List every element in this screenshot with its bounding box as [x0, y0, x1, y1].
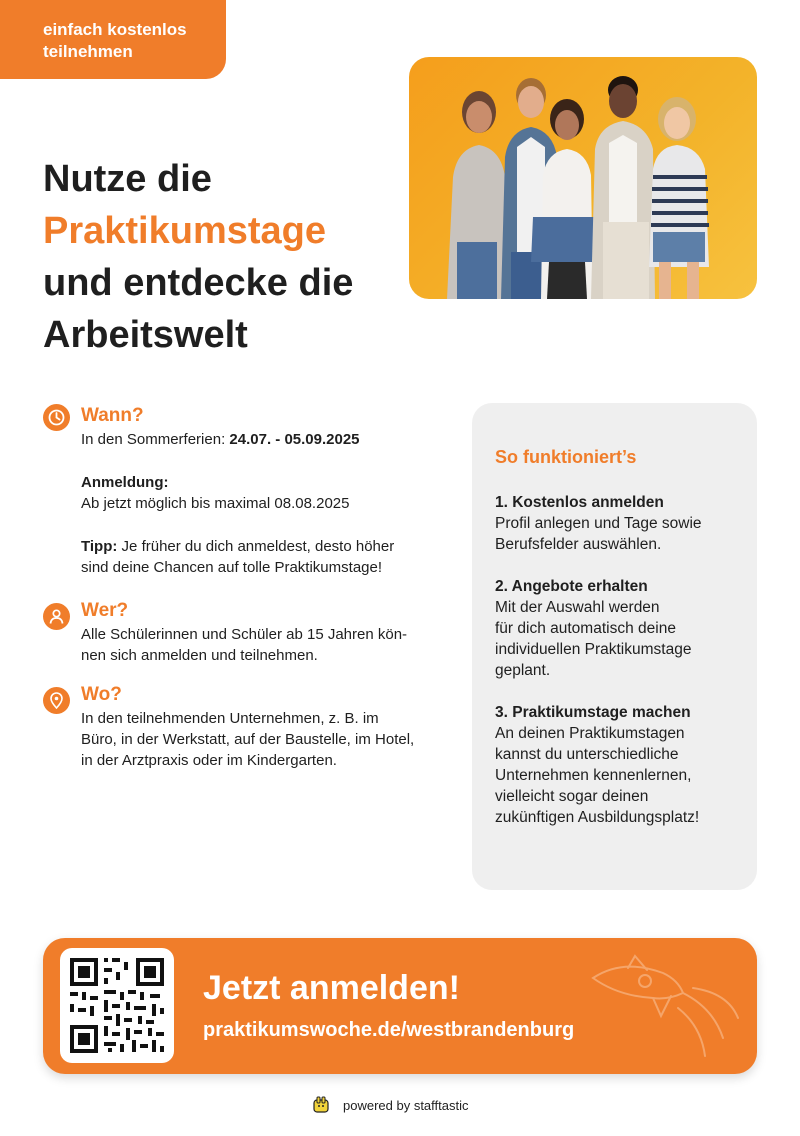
section-wann — [43, 403, 453, 578]
cta-banner[interactable] — [43, 938, 757, 1074]
tipp-text: Tipp: Je früher du dich anmeldest, desto höher — [81, 538, 395, 555]
headline — [43, 153, 403, 361]
hero-photo — [409, 57, 757, 299]
clock-icon — [43, 404, 70, 431]
powered-by — [311, 1094, 469, 1116]
headline-line-3: und entdecke die — [43, 262, 354, 304]
group-of-teens-illustration — [409, 57, 757, 299]
registration-link[interactable]: praktikumswoche.de/westbrandenburg — [203, 1019, 575, 1041]
step-1: 1. Kostenlos anmelden Profil anlegen und Tage sowie Berufsfelder auswählen. — [495, 494, 702, 553]
powered-by-text: powered by stafftastic — [343, 1097, 469, 1113]
wo-line-1: In den teilnehmenden Unternehmen, z. B. im — [81, 710, 379, 727]
badge-line-2: teilnehmen — [43, 42, 133, 61]
stafftastic-logo-icon — [311, 1095, 331, 1115]
section-title: Wo? — [81, 684, 122, 705]
step-2: 2. Angebote erhalten Mit der Auswahl werden für dich automatisch deine individuellen Praktikumstage geplant. — [495, 578, 692, 679]
section-wer — [43, 598, 453, 666]
tipp-text-2: sind deine Chancen auf tolle Praktikumstage! — [81, 559, 383, 576]
wo-line-3: in der Arztpraxis oder im Kindergarten. — [81, 752, 337, 769]
headline-highlight: Praktikumstage — [43, 210, 327, 252]
person-icon — [43, 603, 70, 630]
wer-line-1: Alle Schülerinnen und Schüler ab 15 Jahren kön- — [81, 626, 408, 643]
section-wo — [43, 682, 453, 771]
badge-line-1: einfach kostenlos — [43, 20, 187, 39]
anmeldung-label: Anmeldung: — [81, 474, 169, 491]
top-badge — [0, 0, 226, 79]
section-title: Wer? — [81, 600, 129, 621]
period-text: In den Sommerferien: 24.07. - 05.09.2025 — [81, 431, 360, 448]
how-it-works-title: So funktioniert’s — [495, 447, 637, 467]
section-title: Wann? — [81, 405, 144, 426]
wo-line-2: Büro, in der Werkstatt, auf der Baustelle, im Hotel, — [81, 731, 415, 748]
headline-line-4: Arbeitswelt — [43, 314, 248, 356]
cta-title: Jetzt anmelden! — [203, 969, 460, 1007]
wer-line-2: nen sich anmelden und teilnehmen. — [81, 647, 318, 664]
headline-line-1: Nutze die — [43, 158, 212, 200]
anmeldung-text: Ab jetzt möglich bis maximal 08.08.2025 — [81, 495, 350, 512]
step-3: 3. Praktikumstage machen An deinen Praktikumstagen kannst du unterschiedliche Unternehmen kennenlernen, vielleicht sogar deinen zukünftigen Ausbildungsplatz! — [495, 704, 700, 826]
location-pin-icon — [43, 687, 70, 714]
how-it-works-card — [472, 403, 757, 890]
rocket-icon — [583, 948, 743, 1068]
qr-code[interactable] — [60, 948, 174, 1063]
